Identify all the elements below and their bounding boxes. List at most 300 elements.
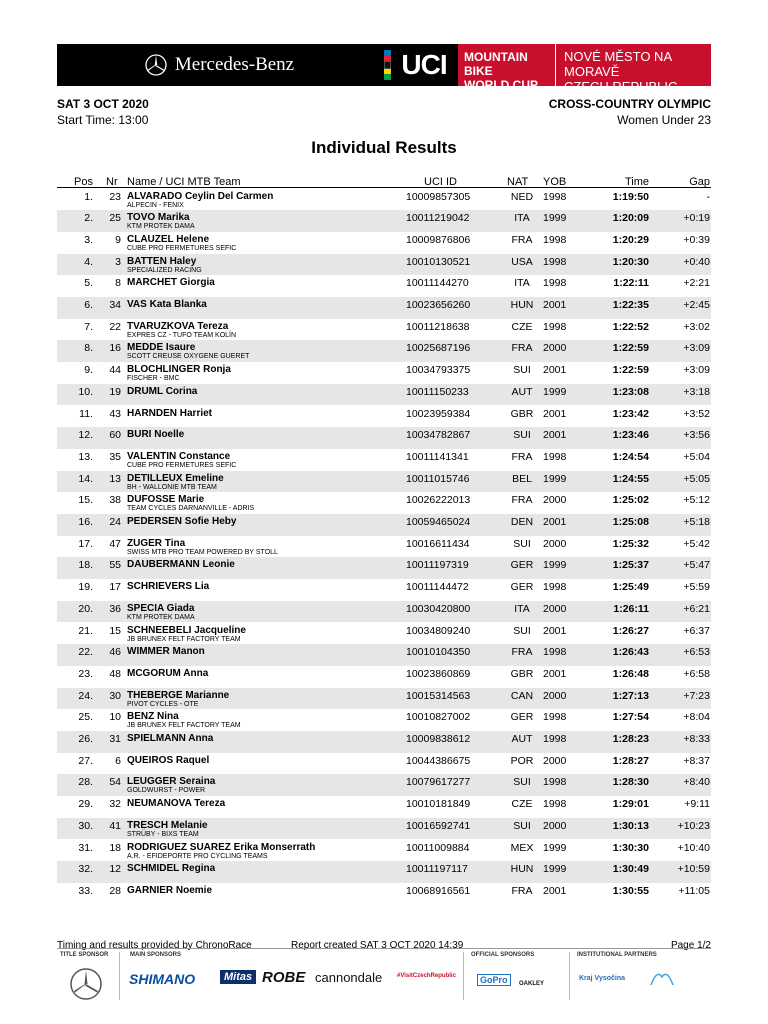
- team-name-cell: KTM PROTEK DAMA: [127, 613, 195, 621]
- time-cell: 1:22:59: [612, 364, 649, 377]
- cannondale-logo: cannondale: [315, 970, 383, 985]
- rider-name-cell: QUEIROS Raquel: [127, 754, 210, 766]
- bib-number-cell: 32: [109, 798, 121, 811]
- official-sponsors-label: OFFICIAL SPONSORS: [471, 952, 535, 958]
- year-of-birth-cell: 1998: [543, 277, 567, 290]
- time-cell: 1:20:30: [612, 255, 649, 268]
- bib-number-cell: 12: [109, 863, 121, 876]
- uci-id-cell: 10010130521: [406, 255, 471, 268]
- uci-id-cell: 10079617277: [406, 776, 471, 789]
- position-cell: 4.: [84, 255, 93, 268]
- position-cell: 21.: [78, 624, 93, 637]
- uci-id-cell: 10016592741: [406, 819, 471, 832]
- nationality-cell: CZE: [511, 320, 533, 333]
- nationality-cell: FRA: [511, 233, 533, 246]
- gap-cell: +2:45: [683, 299, 710, 311]
- gap-cell: +0:19: [683, 212, 710, 225]
- bib-number-cell: 36: [109, 602, 121, 615]
- nationality-cell: GBR: [510, 667, 534, 680]
- uci-id-cell: 10011009884: [406, 841, 470, 854]
- gap-cell: -: [706, 190, 710, 203]
- institutional-partners-label: INSTITUTIONAL PARTNERS: [577, 952, 657, 958]
- race-date: SAT 3 OCT 2020: [57, 97, 149, 111]
- uci-id-cell: 10034782867: [406, 429, 471, 442]
- nationality-cell: DEN: [510, 516, 534, 528]
- position-cell: 11.: [79, 407, 93, 420]
- nationality-cell: FRA: [511, 450, 533, 463]
- year-of-birth-cell: 1998: [543, 646, 567, 659]
- table-row: [57, 536, 711, 558]
- position-cell: 7.: [84, 320, 93, 333]
- gap-cell: +6:21: [683, 602, 710, 615]
- position-cell: 18.: [78, 559, 93, 572]
- col-nat: NAT: [507, 176, 529, 188]
- col-name: Name / UCI MTB Team: [127, 176, 241, 188]
- time-cell: 1:19:50: [612, 190, 649, 203]
- nationality-cell: NED: [510, 190, 534, 203]
- start-time: Start Time: 13:00: [57, 113, 149, 127]
- rider-name-cell: THEBERGE Marianne: [127, 689, 230, 701]
- rider-name-cell: TRESCH Melanie: [127, 819, 208, 831]
- table-row: [57, 774, 711, 796]
- rider-name-cell: SCHMIDEL Regina: [127, 863, 216, 875]
- gap-cell: +3:09: [683, 364, 710, 377]
- team-name-cell: ALPECIN - FENIX: [127, 201, 184, 209]
- time-cell: 1:29:01: [612, 798, 649, 811]
- year-of-birth-cell: 1999: [543, 863, 567, 876]
- nationality-cell: POR: [510, 754, 534, 767]
- gap-cell: +5:42: [683, 537, 710, 550]
- position-cell: 15.: [78, 494, 93, 507]
- sponsor-bar: [57, 948, 711, 1004]
- position-cell: 23.: [78, 667, 93, 680]
- year-of-birth-cell: 2000: [543, 819, 567, 832]
- uci-id-cell: 10026222013: [406, 494, 471, 507]
- gap-cell: +3:52: [683, 407, 710, 420]
- gap-cell: +10:40: [677, 841, 710, 854]
- page-title: Individual Results: [311, 138, 457, 157]
- uci-id-cell: 10044386675: [406, 754, 471, 767]
- year-of-birth-cell: 1999: [543, 472, 567, 485]
- position-cell: 12.: [78, 429, 93, 442]
- table-row: [57, 275, 711, 297]
- table-row: [57, 666, 711, 688]
- nationality-cell: ITA: [514, 277, 530, 290]
- bib-number-cell: 19: [109, 385, 121, 398]
- time-cell: 1:30:55: [612, 884, 649, 897]
- table-header: [57, 176, 711, 188]
- uci-id-cell: 10011197117: [406, 863, 468, 876]
- time-cell: 1:28:23: [612, 733, 649, 745]
- gap-cell: +2:21: [683, 277, 710, 290]
- position-cell: 6.: [84, 299, 93, 311]
- table-row: [57, 796, 711, 818]
- divider: [569, 952, 570, 1000]
- bib-number-cell: 54: [109, 776, 121, 789]
- nationality-cell: ITA: [514, 212, 530, 225]
- col-nr: Nr: [106, 176, 118, 188]
- table-row: [57, 232, 711, 254]
- gap-cell: +6:37: [683, 624, 710, 637]
- rider-name-cell: PEDERSEN Sofie Heby: [127, 516, 237, 527]
- rider-name-cell: GARNIER Noemie: [127, 884, 213, 896]
- position-cell: 8.: [84, 342, 93, 355]
- team-name-cell: TEAM CYCLES DARNANVILLE - ADRIS: [127, 505, 255, 513]
- position-cell: 27.: [78, 754, 93, 767]
- gap-cell: +7:23: [683, 689, 710, 702]
- kraj-vysocina-logo: Kraj Vysočina: [579, 975, 626, 982]
- gap-cell: +3:56: [683, 429, 710, 442]
- bib-number-cell: 43: [109, 407, 121, 420]
- rider-name-cell: LEUGGER Seraina: [127, 776, 216, 788]
- discipline: CROSS-COUNTRY OLYMPIC: [548, 97, 711, 111]
- bib-number-cell: 18: [109, 841, 121, 854]
- bib-number-cell: 46: [109, 646, 121, 659]
- position-cell: 10.: [78, 385, 93, 398]
- uci-id-cell: 10011197319: [406, 559, 469, 572]
- rider-name-cell: DUFOSSE Marie: [127, 494, 205, 506]
- table-row: [57, 297, 711, 319]
- year-of-birth-cell: 1998: [543, 450, 567, 463]
- position-cell: 24.: [78, 689, 93, 702]
- nationality-cell: USA: [511, 255, 533, 268]
- year-of-birth-cell: 2001: [543, 884, 567, 897]
- team-name-cell: A.R. - EFIDEPORTE PRO CYCLING TEAMS: [127, 852, 268, 860]
- table-row: [57, 254, 711, 276]
- year-of-birth-cell: 1999: [543, 841, 567, 854]
- uci-id-cell: 10030420800: [406, 602, 471, 615]
- time-cell: 1:20:09: [612, 212, 649, 225]
- bib-number-cell: 25: [109, 212, 121, 225]
- gap-cell: +5:05: [683, 472, 710, 485]
- uci-id-cell: 10010104350: [406, 646, 471, 659]
- gap-cell: +8:40: [683, 776, 710, 789]
- position-cell: 1.: [84, 190, 93, 203]
- rider-name-cell: ZUGER Tina: [127, 537, 186, 549]
- position-cell: 33.: [78, 884, 93, 897]
- time-cell: 1:30:13: [612, 819, 649, 832]
- gap-cell: +3:02: [683, 320, 710, 333]
- event-location: [555, 44, 711, 94]
- gap-cell: +5:59: [683, 581, 710, 594]
- time-cell: 1:28:27: [612, 754, 649, 767]
- bib-number-cell: 13: [109, 472, 121, 485]
- nationality-cell: SUI: [513, 819, 531, 832]
- table-row: [57, 384, 711, 406]
- uci-id-cell: 10059465024: [406, 516, 471, 528]
- year-of-birth-cell: 1999: [543, 385, 567, 398]
- time-cell: 1:30:30: [612, 841, 649, 854]
- position-cell: 20.: [78, 602, 93, 615]
- nationality-cell: FRA: [511, 494, 533, 507]
- col-pos: Pos: [74, 176, 93, 188]
- table-row: [57, 731, 711, 753]
- nationality-cell: MEX: [510, 841, 534, 854]
- gap-cell: +6:58: [683, 667, 710, 680]
- rider-name-cell: TOVO Marika: [127, 212, 190, 224]
- uci-id-cell: 10023860869: [406, 667, 471, 680]
- rider-name-cell: BENZ Nina: [127, 711, 179, 723]
- uci-id-cell: 10011141341: [406, 450, 469, 463]
- time-cell: 1:22:35: [612, 299, 649, 311]
- position-cell: 29.: [78, 798, 93, 811]
- team-name-cell: GOLDWURST - POWER: [127, 787, 206, 795]
- table-row: [57, 557, 711, 579]
- col-uciid: UCI ID: [424, 176, 457, 188]
- position-cell: 9.: [84, 364, 93, 377]
- mercedes-star-icon: [145, 54, 167, 76]
- table-row: [57, 362, 711, 384]
- uci-id-cell: 10034809240: [406, 624, 471, 637]
- bib-number-cell: 6: [115, 754, 121, 767]
- bib-number-cell: 34: [109, 299, 121, 311]
- year-of-birth-cell: 1998: [543, 320, 567, 333]
- table-row: [57, 883, 711, 905]
- rider-name-cell: SPIELMANN Anna: [127, 733, 214, 744]
- time-cell: 1:27:54: [612, 711, 649, 724]
- uci-id-cell: 10016611434: [406, 537, 470, 550]
- rider-name-cell: MCGORUM Anna: [127, 667, 209, 679]
- nationality-cell: FRA: [511, 342, 533, 355]
- nationality-cell: HUN: [510, 863, 534, 876]
- mercedes-text: Mercedes-Benz: [174, 54, 295, 75]
- year-of-birth-cell: 2001: [543, 624, 567, 637]
- team-name-cell: EXPRES CZ - TUFO TEAM KOLÍN: [127, 331, 237, 339]
- bib-number-cell: 8: [115, 277, 121, 290]
- position-cell: 28.: [78, 776, 93, 789]
- rider-name-cell: DETILLEUX Emeline: [127, 472, 224, 484]
- nationality-cell: HUN: [510, 299, 534, 311]
- bib-number-cell: 41: [109, 819, 121, 832]
- uci-id-cell: 10025687196: [406, 342, 471, 355]
- rider-name-cell: VALENTIN Constance: [127, 450, 231, 462]
- bib-number-cell: 22: [109, 320, 121, 333]
- table-row: [57, 427, 711, 449]
- uci-id-cell: 10011144472: [406, 581, 469, 594]
- bib-number-cell: 48: [109, 667, 121, 680]
- nationality-cell: SUI: [513, 537, 531, 550]
- bib-number-cell: 3: [115, 255, 121, 268]
- time-cell: 1:28:30: [612, 776, 649, 789]
- rider-name-cell: NEUMANOVA Tereza: [127, 798, 226, 810]
- mercedes-logo: [57, 54, 382, 76]
- uci-id-cell: 10011015746: [406, 472, 470, 485]
- team-name-cell: CUBE PRO FERMETURES SEFIC: [127, 461, 237, 469]
- title-sponsor-label: TITLE SPONSOR: [60, 952, 109, 958]
- year-of-birth-cell: 1998: [543, 798, 567, 811]
- time-cell: 1:22:11: [613, 277, 649, 290]
- bib-number-cell: 30: [109, 689, 121, 702]
- table-row: [57, 189, 711, 211]
- nationality-cell: CAN: [510, 689, 534, 702]
- uci-stripes-icon: [384, 50, 391, 80]
- col-time: Time: [624, 176, 649, 188]
- bib-number-cell: 16: [109, 342, 121, 355]
- year-of-birth-cell: 2001: [543, 429, 567, 442]
- time-cell: 1:23:42: [612, 407, 649, 420]
- bib-number-cell: 23: [109, 190, 121, 203]
- time-cell: 1:22:59: [612, 342, 649, 355]
- gopro-logo: GoPro: [477, 974, 511, 986]
- nationality-cell: SUI: [513, 429, 531, 442]
- year-of-birth-cell: 1998: [543, 581, 567, 594]
- time-cell: 1:26:48: [612, 667, 649, 680]
- year-of-birth-cell: 2000: [543, 689, 567, 702]
- uci-id-cell: 10010181849: [406, 798, 471, 811]
- nationality-cell: SUI: [513, 776, 531, 789]
- nationality-cell: FRA: [511, 884, 533, 897]
- city-emblem-icon: [649, 967, 675, 987]
- time-cell: 1:25:08: [612, 516, 649, 528]
- rider-name-cell: SCHRIEVERS Lia: [127, 581, 210, 593]
- table-row: [57, 644, 711, 666]
- uci-id-cell: 10068916561: [406, 884, 471, 897]
- bib-number-cell: 28: [109, 884, 121, 897]
- uci-id-cell: 10009838612: [406, 733, 471, 745]
- category: Women Under 23: [617, 113, 711, 127]
- year-of-birth-cell: 2001: [543, 667, 567, 680]
- bib-number-cell: 47: [109, 537, 121, 550]
- position-cell: 32.: [78, 863, 93, 876]
- position-cell: 13.: [78, 450, 93, 463]
- robe-logo: ROBE: [262, 969, 306, 986]
- table-row: [57, 492, 711, 514]
- nationality-cell: GER: [510, 711, 534, 724]
- rider-name-cell: BURI Noelle: [127, 429, 185, 441]
- nationality-cell: GER: [510, 559, 534, 572]
- gap-cell: +0:40: [683, 255, 710, 268]
- uci-id-cell: 10011144270: [406, 277, 469, 290]
- year-of-birth-cell: 1998: [543, 711, 567, 724]
- gap-cell: +11:05: [678, 884, 710, 897]
- uci-id-cell: 10009857305: [406, 190, 471, 203]
- bib-number-cell: 17: [109, 581, 121, 594]
- gap-cell: +5:18: [683, 516, 710, 528]
- table-row: [57, 861, 711, 883]
- bib-number-cell: 31: [109, 733, 121, 745]
- gap-cell: +3:09: [683, 342, 710, 355]
- bib-number-cell: 60: [109, 429, 121, 442]
- year-of-birth-cell: 2001: [543, 516, 567, 528]
- oakley-logo: OAKLEY: [519, 981, 545, 987]
- rider-name-cell: VAS Kata Blanka: [127, 299, 207, 310]
- header-banner: [57, 44, 711, 94]
- location-line-1: NOVÉ MĚSTO NA MORAVĚ: [564, 49, 672, 79]
- nationality-cell: GBR: [510, 407, 534, 420]
- table-row: [57, 601, 711, 623]
- event-name: [458, 44, 555, 92]
- gap-cell: +3:18: [683, 385, 710, 398]
- table-row: [57, 406, 711, 428]
- nationality-cell: GER: [510, 581, 534, 594]
- team-name-cell: BH - WALLONIE MTB TEAM: [127, 483, 217, 491]
- mercedes-star-icon: [69, 967, 103, 1001]
- gap-cell: +10:23: [677, 819, 710, 832]
- table-row: [57, 319, 711, 341]
- team-name-cell: JB BRUNEX FELT FACTORY TEAM: [127, 722, 241, 730]
- uci-id-cell: 10009876806: [406, 233, 471, 246]
- year-of-birth-cell: 1999: [543, 212, 567, 225]
- bib-number-cell: 10: [109, 711, 121, 724]
- rider-name-cell: BATTEN Haley: [127, 255, 197, 267]
- year-of-birth-cell: 2001: [543, 364, 567, 377]
- position-cell: 5.: [84, 277, 93, 290]
- event-line-2: WORLD CUP: [464, 78, 538, 92]
- time-cell: 1:23:08: [612, 385, 649, 398]
- nationality-cell: CZE: [511, 798, 533, 811]
- table-row: [57, 210, 711, 232]
- team-name-cell: SPECIALIZED RACING: [127, 266, 202, 274]
- position-cell: 26.: [78, 733, 93, 745]
- bib-number-cell: 44: [109, 364, 121, 377]
- gap-cell: +5:12: [683, 494, 710, 507]
- position-cell: 25.: [78, 711, 93, 724]
- rider-name-cell: MARCHET Giorgia: [127, 277, 215, 289]
- rider-name-cell: HARNDEN Harriet: [127, 407, 213, 419]
- year-of-birth-cell: 1998: [543, 776, 567, 789]
- position-cell: 19.: [78, 581, 93, 594]
- team-name-cell: SWISS MTB PRO TEAM POWERED BY STOLL: [127, 548, 278, 556]
- time-cell: 1:25:49: [612, 581, 649, 594]
- position-cell: 2.: [84, 212, 93, 225]
- rider-name-cell: RODRIGUEZ SUAREZ Erika Monserrath: [127, 841, 316, 853]
- gap-cell: +5:47: [683, 559, 710, 572]
- table-row: [57, 579, 711, 601]
- team-name-cell: SCOTT CREUSE OXYGENE GUERET: [127, 353, 250, 361]
- rider-name-cell: CLAUZEL Helene: [127, 233, 210, 245]
- time-cell: 1:24:55: [612, 472, 649, 485]
- main-sponsors-label: MAIN SPONSORS: [130, 952, 182, 958]
- rider-name-cell: WIMMER Manon: [127, 646, 205, 658]
- bib-number-cell: 15: [109, 624, 121, 637]
- table-row: [57, 688, 711, 710]
- uci-id-cell: 10015314563: [406, 689, 471, 702]
- time-cell: 1:25:32: [612, 537, 649, 550]
- bib-number-cell: 35: [109, 450, 121, 463]
- uci-id-cell: 10011218638: [406, 320, 470, 333]
- uci-text: UCI: [401, 49, 447, 80]
- divider: [119, 952, 120, 1000]
- timing-provider: Timing and results provided by ChronoRace: [57, 940, 252, 951]
- uci-id-cell: 10023959384: [406, 407, 471, 420]
- team-name-cell: CUBE PRO FERMETURES SEFIC: [127, 244, 237, 252]
- rider-name-cell: SCHNEEBELI Jacqueline: [127, 624, 246, 636]
- rider-name-cell: DRUML Corina: [127, 385, 198, 397]
- gap-cell: +10:59: [677, 863, 710, 876]
- uci-id-cell: 10011150233: [406, 385, 469, 398]
- time-cell: 1:23:46: [612, 429, 649, 442]
- position-cell: 14.: [78, 472, 93, 485]
- position-cell: 30.: [78, 819, 93, 832]
- rider-name-cell: ALVARADO Ceylin Del Carmen: [127, 190, 274, 202]
- rider-name-cell: SPECIA Giada: [127, 602, 195, 614]
- table-row: [57, 514, 711, 536]
- uci-id-cell: 10010827002: [406, 711, 471, 724]
- gap-cell: +8:04: [683, 711, 710, 724]
- team-name-cell: KTM PROTEK DAMA: [127, 223, 195, 231]
- event-line-1: MOUNTAIN BIKE: [464, 50, 528, 78]
- gap-cell: +0:39: [683, 233, 710, 246]
- uci-id-cell: 10034793375: [406, 364, 471, 377]
- time-cell: 1:26:43: [612, 646, 649, 659]
- mitas-logo: Mitas: [220, 970, 256, 984]
- time-cell: 1:24:54: [612, 450, 649, 463]
- time-cell: 1:30:49: [612, 863, 649, 876]
- gap-cell: +8:37: [683, 754, 710, 767]
- nationality-cell: AUT: [511, 385, 533, 398]
- team-name-cell: PIVOT CYCLES - OTE: [127, 700, 199, 708]
- year-of-birth-cell: 1999: [543, 559, 567, 572]
